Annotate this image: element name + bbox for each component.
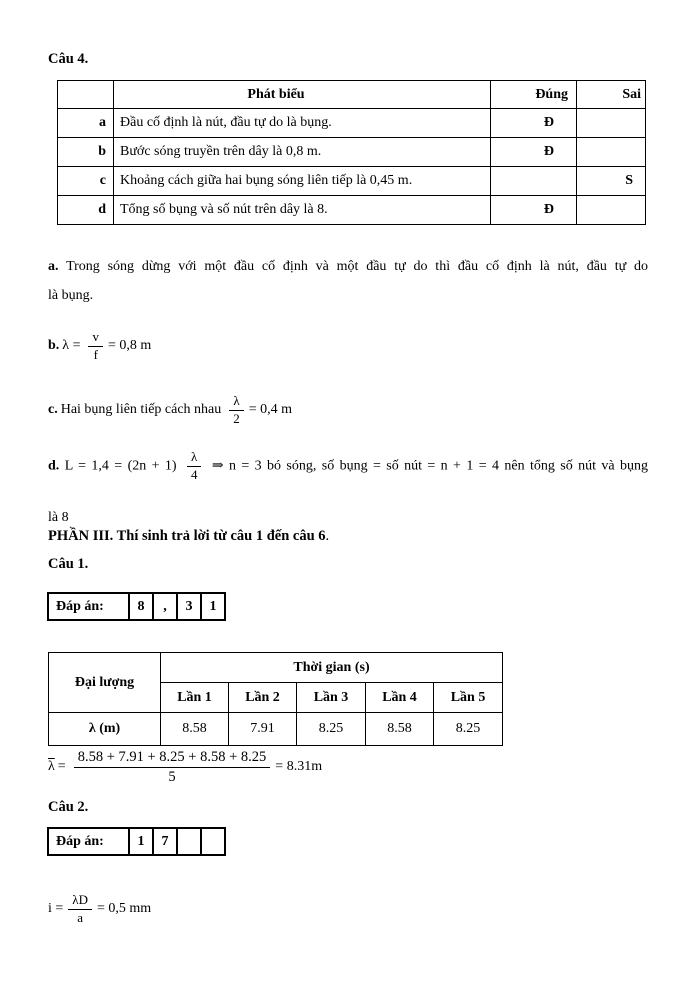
explanation-a-line1: [48, 252, 648, 281]
lambda-bar-symbol: $\overline{\lambda}$: [48, 759, 55, 774]
col-header-statement: Phát biểu: [114, 81, 491, 109]
cau1-heading: Câu 1.: [48, 556, 89, 572]
equals-sign: =: [57, 759, 66, 774]
fraction-denominator: f: [93, 346, 98, 362]
cau4-statement-table-wrap: [57, 80, 646, 225]
mark-sai: [577, 109, 646, 138]
col-header-lan4: Lần 4: [366, 683, 434, 713]
table-row: [58, 138, 646, 167]
group-header-thoi-gian: Thời gian (s): [161, 653, 503, 683]
item-letter: b.: [48, 338, 60, 353]
formula-d-rhs: n = 3 bó sóng, số bụng = số nút = n + 1 = 4 nên tổng số nút và bụng: [228, 458, 648, 474]
fraction-numerator: λ: [229, 394, 243, 411]
value-cell: 8.58: [161, 713, 229, 746]
col-header-sai: Sai: [577, 81, 646, 109]
fringe-formula: [48, 886, 151, 932]
explanation-a: [48, 252, 648, 310]
answer-label: Đáp án:: [48, 828, 129, 855]
value-cell: 7.91: [229, 713, 297, 746]
answer-cell: 7: [153, 828, 177, 855]
mark-dung: Đ: [491, 196, 577, 225]
fraction-lambdaD-over-a: [68, 893, 92, 926]
row-letter: c: [58, 167, 114, 196]
answer-cell: [177, 828, 201, 855]
value-cell: 8.25: [297, 713, 366, 746]
measurement-table-wrap: [48, 652, 503, 746]
col-header-lan5: Lần 5: [434, 683, 503, 713]
cau4-statement-table: [57, 80, 646, 225]
answer-cell: ,: [153, 593, 177, 620]
row-letter: a: [58, 109, 114, 138]
row-letter: d: [58, 196, 114, 225]
implies-arrow: ⇒: [211, 458, 224, 474]
answer-label: Đáp án:: [48, 593, 129, 620]
phan3-heading-period: .: [325, 528, 330, 544]
answer-cell: 1: [129, 828, 153, 855]
formula-b-result: = 0,8 m: [107, 338, 152, 353]
corner-cell: [58, 81, 114, 109]
cau4-heading: Câu 4.: [48, 51, 89, 67]
cau1-answer-box: [47, 592, 226, 621]
row-statement: Khoảng cách giữa hai bụng sóng liên tiếp là 0,45 m.: [114, 167, 491, 196]
cau1-answer-box-wrap: [47, 592, 226, 621]
cau2-answer-box-wrap: [47, 827, 226, 856]
fraction-numerator: λD: [68, 893, 92, 910]
fraction-denominator: a: [77, 909, 84, 925]
cau2-answer-box: [47, 827, 226, 856]
mark-sai: [577, 196, 646, 225]
row-statement: Tổng số bụng và số nút trên dây là 8.: [114, 196, 491, 225]
table-header-row: [58, 81, 646, 109]
col-header-lan3: Lần 3: [297, 683, 366, 713]
phan3-heading: [48, 528, 329, 545]
col-header-lan2: Lần 2: [229, 683, 297, 713]
value-cell: 8.58: [366, 713, 434, 746]
item-letter: c.: [48, 402, 58, 417]
answer-cell: 8: [129, 593, 153, 620]
row-statement: Bước sóng truyền trên dây là 0,8 m.: [114, 138, 491, 167]
formula-d: [48, 450, 648, 483]
fraction-numerator: 8.58 + 7.91 + 8.25 + 8.58 + 8.25: [74, 749, 271, 768]
col-header-dung: Đúng: [491, 81, 577, 109]
table-row: [58, 109, 646, 138]
fraction-denominator: 2: [233, 410, 240, 426]
mark-dung: Đ: [491, 138, 577, 167]
formula-c-text: Hai bụng liên tiếp cách nhau: [60, 402, 222, 417]
row-label-lambda: λ (m): [49, 713, 161, 746]
fraction-denominator: 5: [168, 768, 176, 785]
formula-i-result: = 0,5 mm: [97, 901, 152, 916]
col-header-lan1: Lần 1: [161, 683, 229, 713]
table-row: [58, 196, 646, 225]
item-letter: d.: [48, 458, 60, 474]
table-row: [58, 167, 646, 196]
corner-header: Đại lượng: [49, 653, 161, 713]
answer-cell: 1: [201, 593, 225, 620]
fraction-denominator: 4: [190, 466, 198, 482]
row-statement: Đầu cố định là nút, đầu tự do là bụng.: [114, 109, 491, 138]
fraction-numerator: λ: [187, 450, 201, 467]
formula-d-lhs: L = 1,4 = (2n + 1): [64, 458, 177, 474]
formula-b-lhs: λ =: [62, 338, 81, 353]
mark-sai: [577, 138, 646, 167]
fraction-sum-over-5: [74, 749, 271, 785]
average-lambda-formula: [48, 746, 322, 788]
mark-dung: [491, 167, 577, 196]
formula-b: [48, 324, 151, 368]
formula-i-lhs: i =: [48, 901, 64, 916]
average-result: = 8.31m: [275, 759, 323, 774]
row-letter: b: [58, 138, 114, 167]
explanation-a-line2: là bụng.: [48, 288, 94, 303]
item-letter: a.: [48, 259, 59, 274]
formula-c: [48, 386, 292, 434]
value-cell: 8.25: [434, 713, 503, 746]
fraction-v-over-f: [88, 330, 103, 363]
fraction-lambda-over-2: [229, 394, 244, 427]
fraction-numerator: v: [88, 330, 103, 347]
cau2-heading: Câu 2.: [48, 799, 89, 815]
answer-cell: 3: [177, 593, 201, 620]
phan3-heading-text: PHẦN III. Thí sinh trả lời từ câu 1 đến câu 6: [48, 528, 326, 544]
mark-dung: Đ: [491, 109, 577, 138]
answer-cell: [201, 828, 225, 855]
formula-c-result: = 0,4 m: [248, 402, 293, 417]
explanation-a-text: Trong sóng dừng với một đầu cố định và một đầu tự do thì đầu cố định là nút, đầu tự do: [66, 259, 648, 274]
mark-sai: S: [577, 167, 646, 196]
measurement-table: [48, 652, 503, 746]
fraction-lambda-over-4: [187, 450, 202, 483]
formula-d-line2: là 8: [48, 510, 69, 525]
